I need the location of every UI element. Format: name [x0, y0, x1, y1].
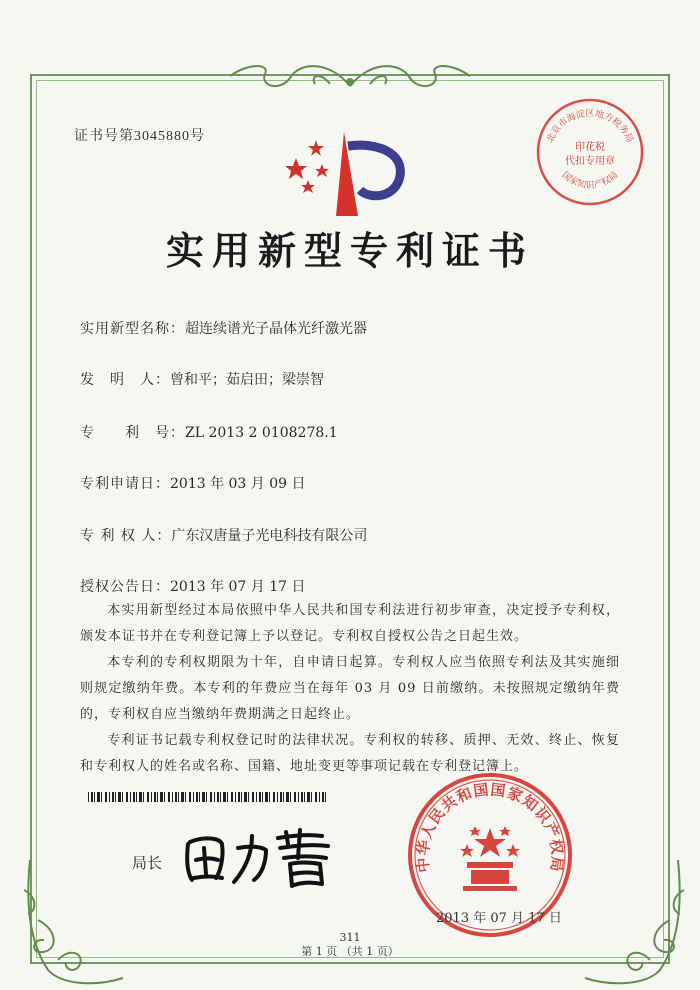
- corner-ornament-bottom-left-icon: [18, 860, 128, 990]
- page-number: 第 1 页 （共 1 页）: [301, 945, 399, 958]
- corner-ornament-bottom-right-icon: [580, 860, 690, 990]
- page-code: 311: [339, 931, 361, 944]
- barcode-icon: [88, 792, 328, 802]
- certificate-body: [80, 598, 620, 780]
- svg-text:代扣专用章: 代扣专用章: [565, 156, 615, 167]
- svg-text:国家知识产权局: 国家知识产权局: [559, 170, 621, 191]
- field-utility-model-name: [80, 318, 367, 338]
- field-patent-number: [80, 422, 338, 442]
- director-signature-icon: [182, 822, 342, 892]
- field-label: 实用新型名称：: [80, 321, 185, 337]
- body-paragraph: 本专利的专利权期限为十年，自申请日起算。专利权人应当依照专利法及其实施细则规定缴纳年费。本专利的年费应当在每年 03 月 09 日前缴纳。未按照规定缴纳年费的，专利权自应当缴纳年费期满之日起终止。: [80, 655, 620, 722]
- field-value: 广东汉唐量子光电科技有限公司: [171, 528, 368, 544]
- director-title: 局长: [132, 854, 163, 872]
- field-label: 专 利 号：: [80, 425, 185, 441]
- field-value: 超连续谱光子晶体光纤激光器: [185, 321, 367, 337]
- certificate-number-value: 3045880: [134, 129, 190, 144]
- field-value: 2013 年 03 月 09 日: [170, 476, 306, 492]
- certificate-number: [74, 125, 205, 145]
- page-title: 实用新型专利证书: [165, 228, 534, 273]
- body-paragraph: 本实用新型经过本局依照中华人民共和国专利法进行初步审查，决定授予专利权，颁发本证书并在专利登记簿上予以登记。专利权自授权公告之日起生效。: [80, 603, 620, 644]
- field-value: ZL 2013 2 0108278.1: [185, 425, 338, 441]
- certificate-number-prefix: 证书号第: [74, 128, 134, 144]
- field-patentee: [80, 525, 367, 545]
- field-label: 发 明 人：: [80, 372, 170, 388]
- tax-stamp-icon: [534, 96, 646, 208]
- svg-text:北京市海淀区地方税务局: 北京市海淀区地方税务局: [545, 109, 635, 145]
- field-announcement-date: [80, 576, 306, 596]
- field-filing-date: [80, 473, 306, 493]
- svg-text:中华人民共和国国家知识产权局: 中华人民共和国国家知识产权局: [413, 780, 567, 874]
- page-footer: [0, 931, 700, 959]
- field-value: 2013 年 07 月 17 日: [170, 579, 306, 595]
- top-ornament-icon: [210, 56, 490, 96]
- field-value: 曾和平；茹启田；梁崇智: [170, 372, 324, 388]
- field-label: 授权公告日：: [80, 579, 170, 595]
- patent-office-emblem-icon: [286, 128, 406, 220]
- body-paragraph: 专利证书记载专利权登记时的法律状况。专利权的转移、质押、无效、终止、恢复和专利权人的姓名或名称、国籍、地址变更等事项记载在专利登记簿上。: [80, 733, 620, 774]
- certificate-number-suffix: 号: [190, 128, 205, 144]
- svg-text:印花税: 印花税: [575, 142, 605, 153]
- field-label: 专 利 权 人：: [80, 528, 172, 544]
- field-label: 专利申请日：: [80, 476, 170, 492]
- seal-date: 2013 年 07 月 17 日: [436, 911, 562, 926]
- field-inventor: [80, 369, 324, 389]
